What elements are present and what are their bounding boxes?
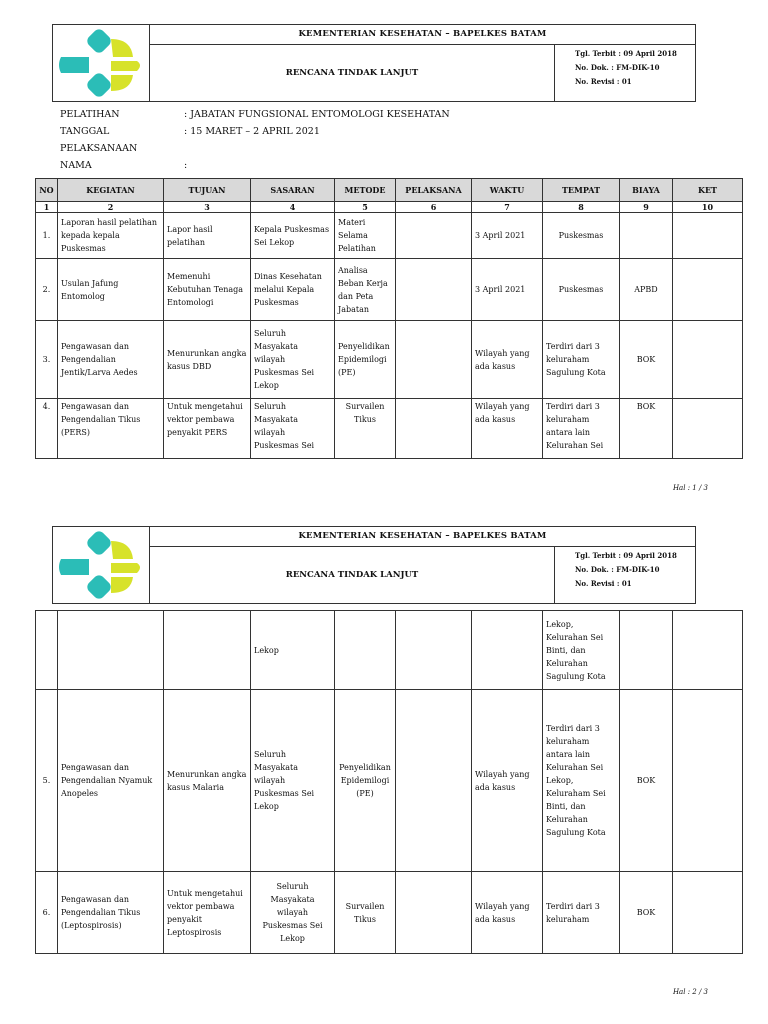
page-1 (0, 0, 768, 500)
cell-ket (673, 321, 743, 399)
no-revisi: No. Revisi : 01 (575, 579, 632, 588)
cell-ket (673, 872, 743, 954)
ministry-logo (53, 527, 150, 603)
col-tujuan: TUJUAN (164, 179, 251, 202)
table-row (36, 321, 743, 399)
cell-kegiatan: Usulan Jafung Entomolog (58, 259, 164, 321)
tgl-terbit: Tgl. Terbit : 09 April 2018 (575, 551, 677, 560)
cell-metode: Materi Selama Pelatihan (335, 213, 396, 259)
column-number: 8 (543, 202, 620, 213)
cell-ket (673, 611, 743, 690)
col-biaya: BIAYA (620, 179, 673, 202)
cell-metode: Penyelidikan Epidemilogi (PE) (335, 690, 396, 872)
cell-tempat: Terdiri dari 3 keluraham antara lain Kelurahan Sei Lekop, Keluraham Sei Binti, dan Kelurahan Sagulung Kota (543, 690, 620, 872)
cell-tujuan: Memenuhi Kebutuhan Tenaga Entomologi (164, 259, 251, 321)
cell-biaya: BOK (620, 321, 673, 399)
document-title: RENCANA TINDAK LANJUT (150, 547, 555, 603)
cell-sasaran: Seluruh Masyakata wilayah Puskesmas Sei Lekop (251, 321, 335, 399)
cell-no: 3. (36, 321, 58, 399)
column-number: 7 (472, 202, 543, 213)
cell-kegiatan: Laporan hasil pelatihan kepada kepala Puskesmas (58, 213, 164, 259)
nama-value: : (184, 160, 188, 171)
col-waktu: WAKTU (472, 179, 543, 202)
pelatihan-label: PELATIHAN (60, 109, 120, 120)
cell-pelaksana (396, 213, 472, 259)
tanggal-value: : 15 MARET – 2 APRIL 2021 (184, 126, 320, 137)
cell-no (36, 611, 58, 690)
column-number: 10 (673, 202, 743, 213)
cell-pelaksana (396, 321, 472, 399)
plan-table-page-1 (35, 178, 743, 459)
cell-tujuan (164, 611, 251, 690)
cell-pelaksana (396, 611, 472, 690)
cell-tujuan: Menurunkan angka kasus Malaria (164, 690, 251, 872)
no-dok: No. Dok. : FM-DIK-10 (575, 565, 660, 574)
cell-sasaran: Dinas Kesehatan melalui Kepala Puskesmas (251, 259, 335, 321)
cell-waktu: Wilayah yang ada kasus (472, 872, 543, 954)
cell-tempat: Lekop, Kelurahan Sei Binti, dan Kelurahan Sagulung Kota (543, 611, 620, 690)
cell-waktu: 3 April 2021 (472, 259, 543, 321)
ministry-title: KEMENTERIAN KESEHATAN – BAPELKES BATAM (150, 25, 695, 45)
cell-pelaksana (396, 872, 472, 954)
no-revisi: No. Revisi : 01 (575, 77, 632, 86)
cell-tempat: Terdiri dari 3 keluraham (543, 872, 620, 954)
cell-ket (673, 690, 743, 872)
col-kegiatan: KEGIATAN (58, 179, 164, 202)
col-sasaran: SASARAN (251, 179, 335, 202)
cell-sasaran: Seluruh Masyakata wilayah Puskesmas Sei Lekop (251, 690, 335, 872)
column-number: 9 (620, 202, 673, 213)
tgl-terbit: Tgl. Terbit : 09 April 2018 (575, 49, 677, 58)
document-header (52, 526, 696, 604)
cell-waktu: Wilayah yang ada kasus (472, 399, 543, 459)
cell-kegiatan: Pengawasan dan Pengendalian Tikus (Leptospirosis) (58, 872, 164, 954)
cell-ket (673, 399, 743, 459)
cell-biaya (620, 213, 673, 259)
cell-pelaksana (396, 399, 472, 459)
ministry-logo (53, 25, 150, 101)
cell-kegiatan: Pengawasan dan Pengendalian Tikus (PERS) (58, 399, 164, 459)
cell-metode: Survailen Tikus (335, 399, 396, 459)
cell-no: 4. (36, 399, 58, 459)
no-dok: No. Dok. : FM-DIK-10 (575, 63, 660, 72)
cell-biaya: APBD (620, 259, 673, 321)
cell-no: 5. (36, 690, 58, 872)
cell-waktu (472, 611, 543, 690)
cell-sasaran: Seluruh Masyakata wilayah Puskesmas Sei Lekop (251, 872, 335, 954)
cell-metode (335, 611, 396, 690)
col-ket: KET (673, 179, 743, 202)
column-number: 4 (251, 202, 335, 213)
ministry-title: KEMENTERIAN KESEHATAN – BAPELKES BATAM (150, 527, 695, 547)
page-number: Hal : 1 / 3 (672, 484, 708, 492)
cell-sasaran: Seluruh Masyakata wilayah Puskesmas Sei (251, 399, 335, 459)
cell-biaya (620, 611, 673, 690)
table-row (36, 611, 743, 690)
document-header (52, 24, 696, 102)
column-number-row (36, 202, 743, 213)
column-number: 5 (335, 202, 396, 213)
cell-pelaksana (396, 690, 472, 872)
column-number: 3 (164, 202, 251, 213)
column-number: 6 (396, 202, 472, 213)
table-header-row (36, 179, 743, 202)
col-tempat: TEMPAT (543, 179, 620, 202)
cell-no: 1. (36, 213, 58, 259)
cell-kegiatan: Pengawasan dan Pengendalian Jentik/Larva Aedes (58, 321, 164, 399)
cell-pelaksana (396, 259, 472, 321)
cell-metode: Analisa Beban Kerja dan Peta Jabatan (335, 259, 396, 321)
cell-biaya: BOK (620, 399, 673, 459)
page-2 (0, 500, 768, 1024)
table-row (36, 872, 743, 954)
table-row (36, 213, 743, 259)
nama-label: NAMA (60, 160, 92, 171)
cell-ket (673, 213, 743, 259)
page-number: Hal : 2 / 3 (672, 988, 708, 996)
cell-kegiatan (58, 611, 164, 690)
cell-tempat: Terdiri dari 3 keluraham Sagulung Kota (543, 321, 620, 399)
document-title: RENCANA TINDAK LANJUT (150, 45, 555, 101)
cell-tujuan: Untuk mengetahui vektor pembawa penyakit Leptospirosis (164, 872, 251, 954)
cell-tempat: Terdiri dari 3 keluraham antara lain Kelurahan Sei (543, 399, 620, 459)
cell-kegiatan: Pengawasan dan Pengendalian Nyamuk Anopeles (58, 690, 164, 872)
document-meta (575, 47, 677, 89)
column-number: 2 (58, 202, 164, 213)
cell-ket (673, 259, 743, 321)
tanggal-label: TANGGAL PELAKSANAAN (60, 126, 138, 154)
cell-biaya: BOK (620, 690, 673, 872)
cell-tempat: Puskesmas (543, 213, 620, 259)
cell-waktu: 3 April 2021 (472, 213, 543, 259)
cell-tujuan: Menurunkan angka kasus DBD (164, 321, 251, 399)
col-metode: METODE (335, 179, 396, 202)
column-number: 1 (36, 202, 58, 213)
table-row (36, 259, 743, 321)
cell-waktu: Wilayah yang ada kasus (472, 321, 543, 399)
cell-tempat: Puskesmas (543, 259, 620, 321)
cell-waktu: Wilayah yang ada kasus (472, 690, 543, 872)
document-meta (575, 549, 677, 591)
col-pelaksana: PELAKSANA (396, 179, 472, 202)
cell-no: 6. (36, 872, 58, 954)
table-row (36, 690, 743, 872)
pelatihan-value: : JABATAN FUNGSIONAL ENTOMOLOGI KESEHATAN (184, 109, 450, 120)
cell-metode: Penyelidikan Epidemilogi (PE) (335, 321, 396, 399)
plan-table-page-2 (35, 610, 743, 954)
col-no: NO (36, 179, 58, 202)
cell-biaya: BOK (620, 872, 673, 954)
cell-metode: Survailen Tikus (335, 872, 396, 954)
table-row (36, 399, 743, 459)
cell-tujuan: Untuk mengetahui vektor pembawa penyakit PERS (164, 399, 251, 459)
cell-tujuan: Lapor hasil pelatihan (164, 213, 251, 259)
cell-no: 2. (36, 259, 58, 321)
cell-sasaran: Kepala Puskesmas Sei Lekop (251, 213, 335, 259)
cell-sasaran: Lekop (251, 611, 335, 690)
